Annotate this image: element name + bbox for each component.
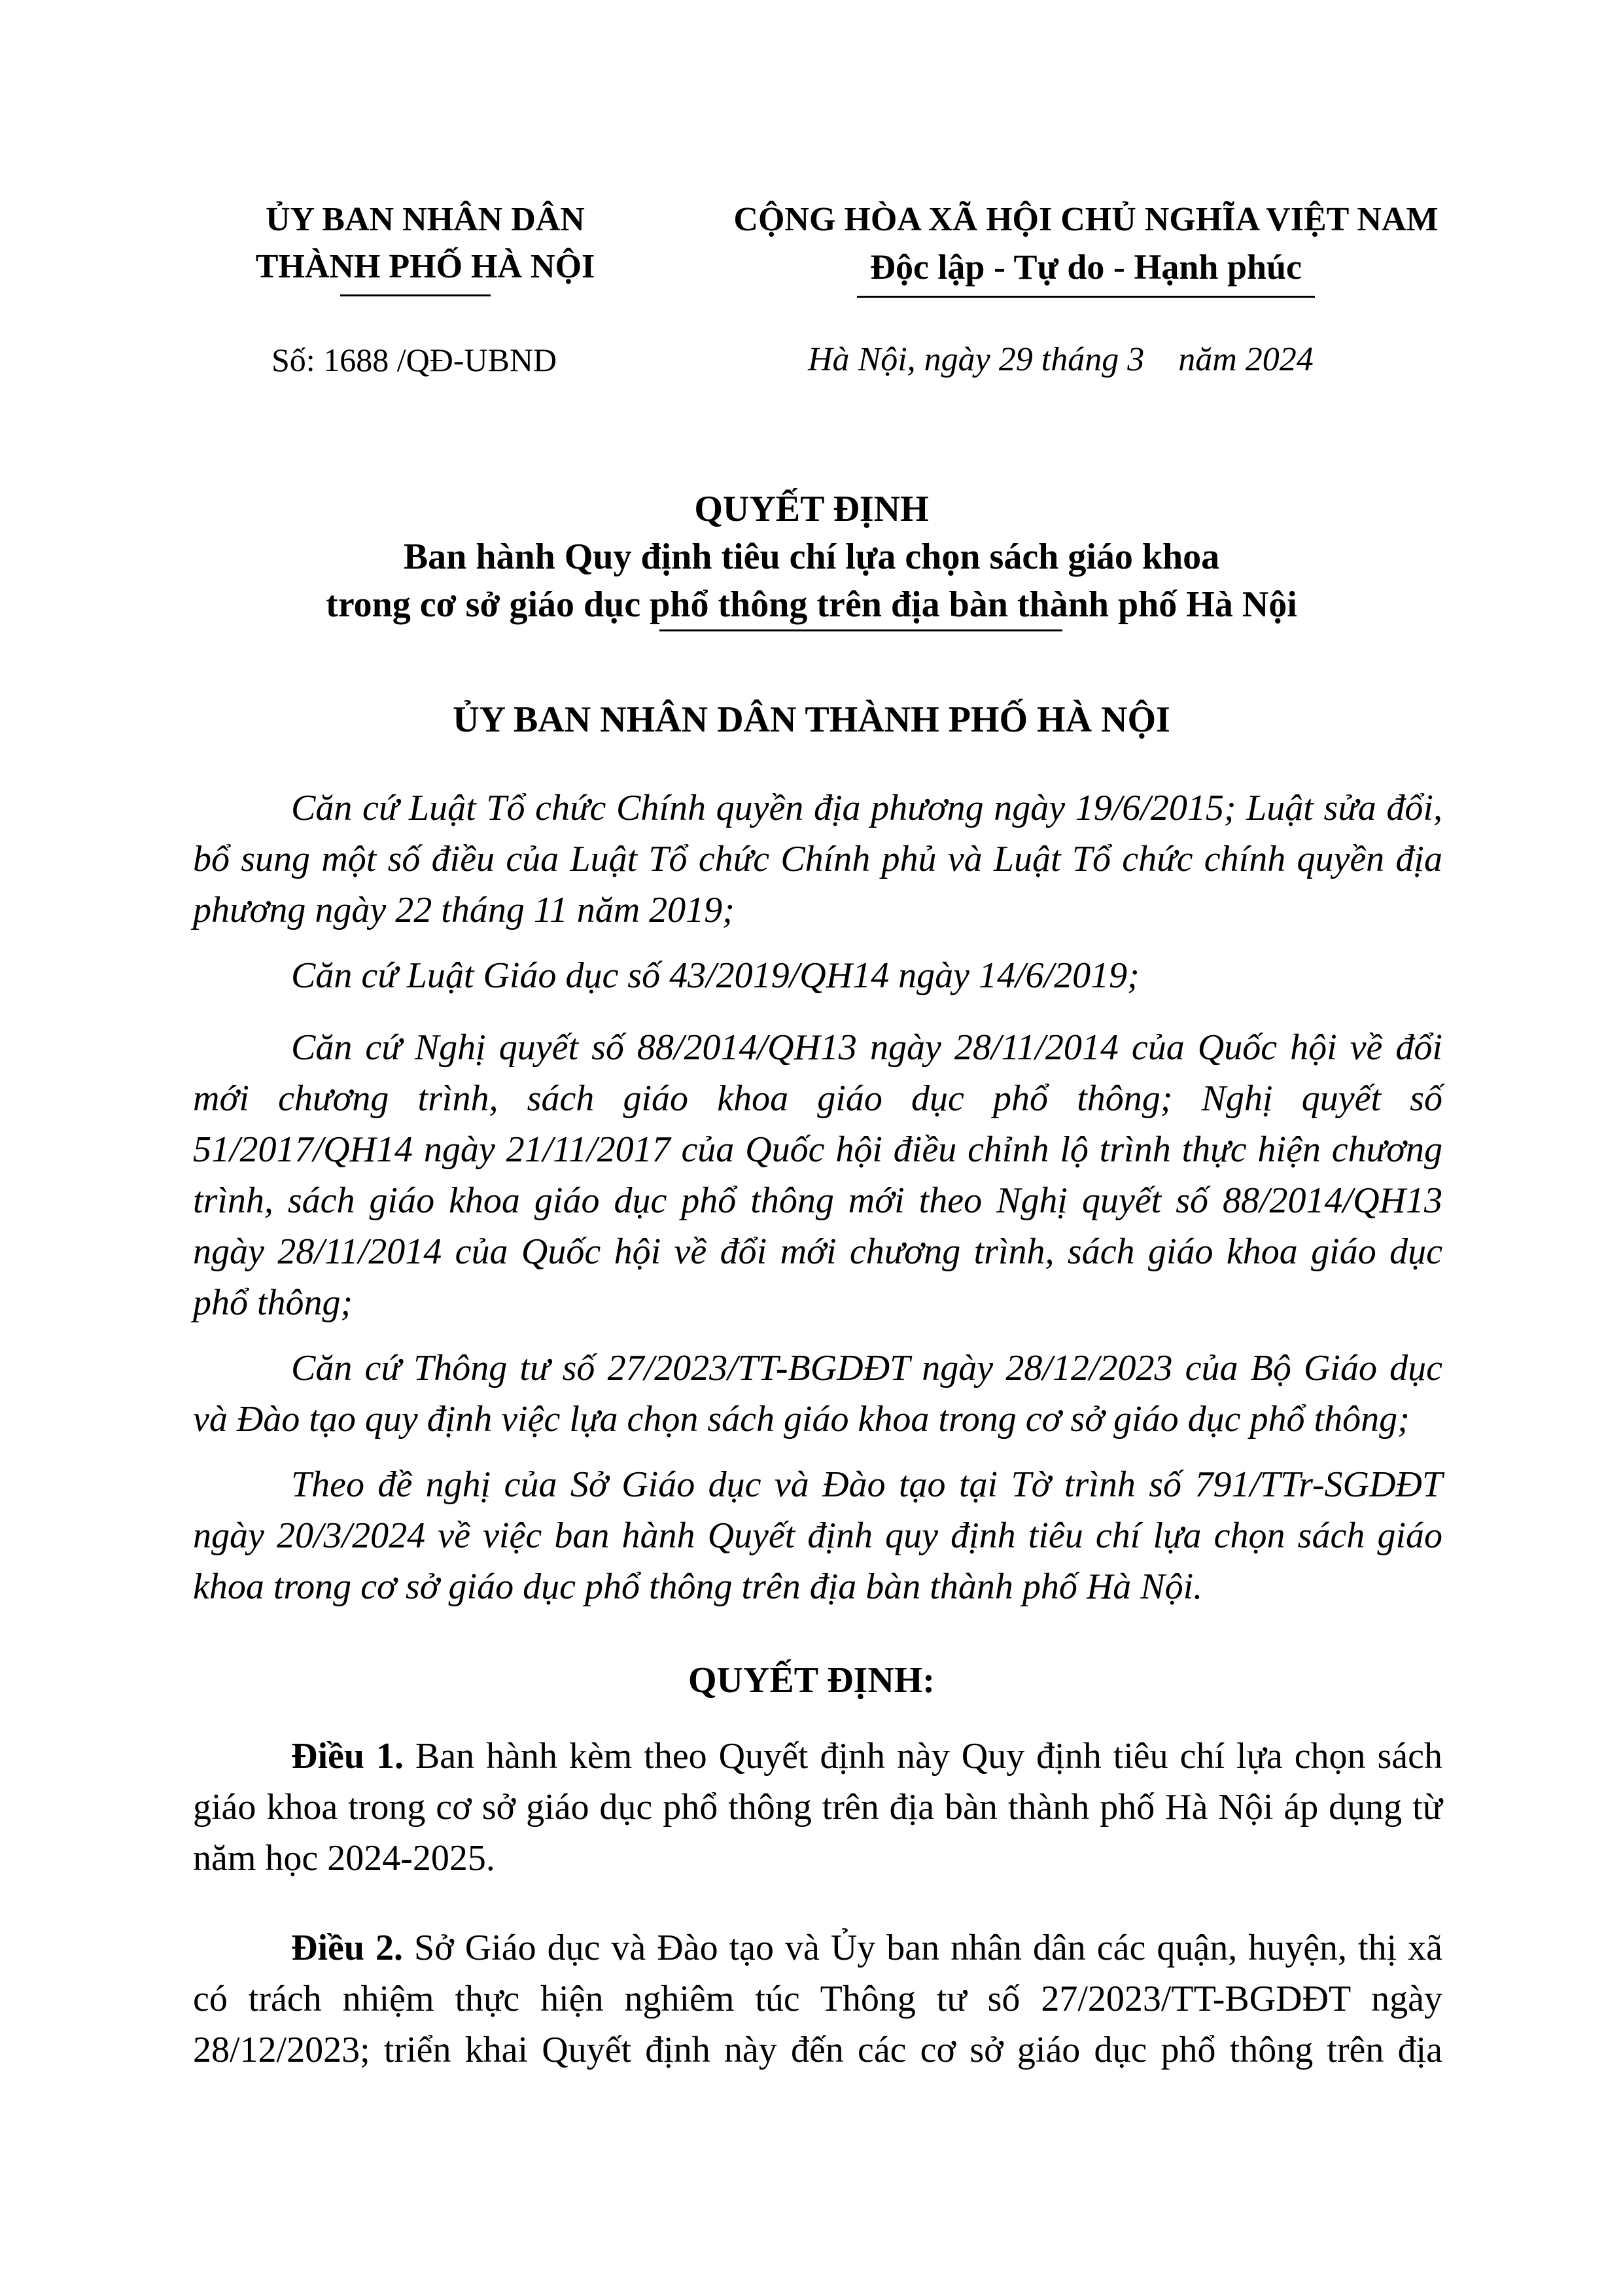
issuer-line-1: ỦY BAN NHÂN DÂN	[266, 201, 585, 238]
article-line: có trách nhiệm thực hiện nghiêm túc Thông tư số 27/2023/TT-BGDĐT ngày	[193, 1979, 1442, 2019]
article-text: Sở Giáo dục và Đào tạo và Ủy ban nhân dân các quận, huyện, thị xã	[403, 1928, 1443, 1968]
preamble-line: Căn cứ Luật Giáo dục số 43/2019/QH14 ngày 14/6/2019;	[291, 955, 1140, 996]
preamble-line: và Đào tạo quy định việc lựa chọn sách giáo khoa trong cơ sở giáo dục phổ thông;	[193, 1399, 1410, 1439]
title-underline	[659, 629, 1062, 631]
decision-subtitle-line-2: trong cơ sở giáo dục phổ thông trên địa bàn thành phố Hà Nội	[326, 584, 1297, 625]
decision-heading: QUYẾT ĐỊNH:	[688, 1660, 935, 1701]
preamble-line: Căn cứ Luật Tổ chức Chính quyền địa phương ngày 19/6/2015; Luật sửa đổi,	[291, 788, 1442, 828]
issuing-authority: ỦY BAN NHÂN DÂN THÀNH PHỐ HÀ NỘI	[453, 699, 1170, 740]
article-line	[193, 1731, 1442, 1782]
motto-underline	[857, 296, 1315, 298]
article-label: Điều 2.	[291, 1928, 403, 1968]
preamble-line: 51/2017/QH14 ngày 21/11/2017 của Quốc hội điều chỉnh lộ trình thực hiện chương	[193, 1129, 1442, 1170]
preamble-paragraph-5	[193, 1459, 1442, 1612]
article-line: giáo khoa trong cơ sở giáo dục phổ thông trên địa bàn thành phố Hà Nội áp dụng từ	[193, 1787, 1442, 1828]
preamble-line: mới chương trình, sách giáo khoa giáo dục phổ thông; Nghị quyết số	[193, 1078, 1442, 1119]
preamble-line: ngày 20/3/2024 về việc ban hành Quyết định quy định tiêu chí lựa chọn sách giáo	[193, 1515, 1442, 1556]
issuer-line-2: THÀNH PHỐ HÀ NỘI	[255, 248, 595, 285]
preamble-line: Căn cứ Thông tư số 27/2023/TT-BGDĐT ngày 28/12/2023 của Bộ Giáo dục	[291, 1348, 1442, 1388]
decision-subtitle-line-1: Ban hành Quy định tiêu chí lựa chọn sách giáo khoa	[403, 537, 1220, 577]
preamble-line: bổ sung một số điều của Luật Tổ chức Chính phủ và Luật Tổ chức chính quyền địa	[193, 839, 1442, 879]
article-2	[193, 1922, 1442, 2075]
preamble-line: ngày 28/11/2014 của Quốc hội về đổi mới chương trình, sách giáo khoa giáo dục	[193, 1231, 1442, 1272]
preamble-paragraph-1	[193, 783, 1442, 936]
preamble-paragraph-2	[193, 950, 1442, 1001]
article-1	[193, 1731, 1442, 1884]
preamble-line: phổ thông;	[193, 1282, 353, 1323]
article-text: Ban hành kèm theo Quyết định này Quy định tiêu chí lựa chọn sách	[403, 1736, 1443, 1776]
national-motto: Độc lập - Tự do - Hạnh phúc	[869, 247, 1302, 287]
national-title: CỘNG HÒA XÃ HỘI CHỦ NGHĨA VIỆT NAM	[733, 201, 1439, 238]
preamble-line: Theo đề nghị của Sở Giáo dục và Đào tạo tại Tờ trình số 791/TTr-SGDĐT	[291, 1464, 1442, 1505]
article-label: Điều 1.	[291, 1736, 404, 1776]
preamble-line: trình, sách giáo khoa giáo dục phổ thông mới theo Nghị quyết số 88/2014/QH13	[193, 1180, 1442, 1221]
preamble-paragraph-3	[193, 1022, 1442, 1328]
issuer-underline	[340, 294, 491, 296]
article-line	[193, 1922, 1442, 1973]
preamble-line: khoa trong cơ sở giáo dục phổ thông trên địa bàn thành phố Hà Nội.	[193, 1566, 1203, 1607]
preamble-line: phương ngày 22 tháng 11 năm 2019;	[193, 890, 735, 930]
article-line: 28/12/2023; triển khai Quyết định này đến các cơ sở giáo dục phổ thông trên địa	[193, 2030, 1442, 2070]
preamble-paragraph-4	[193, 1343, 1442, 1445]
preamble-line: Căn cứ Nghị quyết số 88/2014/QH13 ngày 28/11/2014 của Quốc hội về đổi	[291, 1027, 1442, 1068]
document-number: Số: 1688 /QĐ-UBND	[271, 342, 557, 378]
article-line: năm học 2024-2025.	[193, 1838, 495, 1879]
decision-title: QUYẾT ĐỊNH	[694, 489, 929, 529]
place-date: Hà Nội, ngày 29 tháng 3 năm 2024	[808, 341, 1314, 378]
